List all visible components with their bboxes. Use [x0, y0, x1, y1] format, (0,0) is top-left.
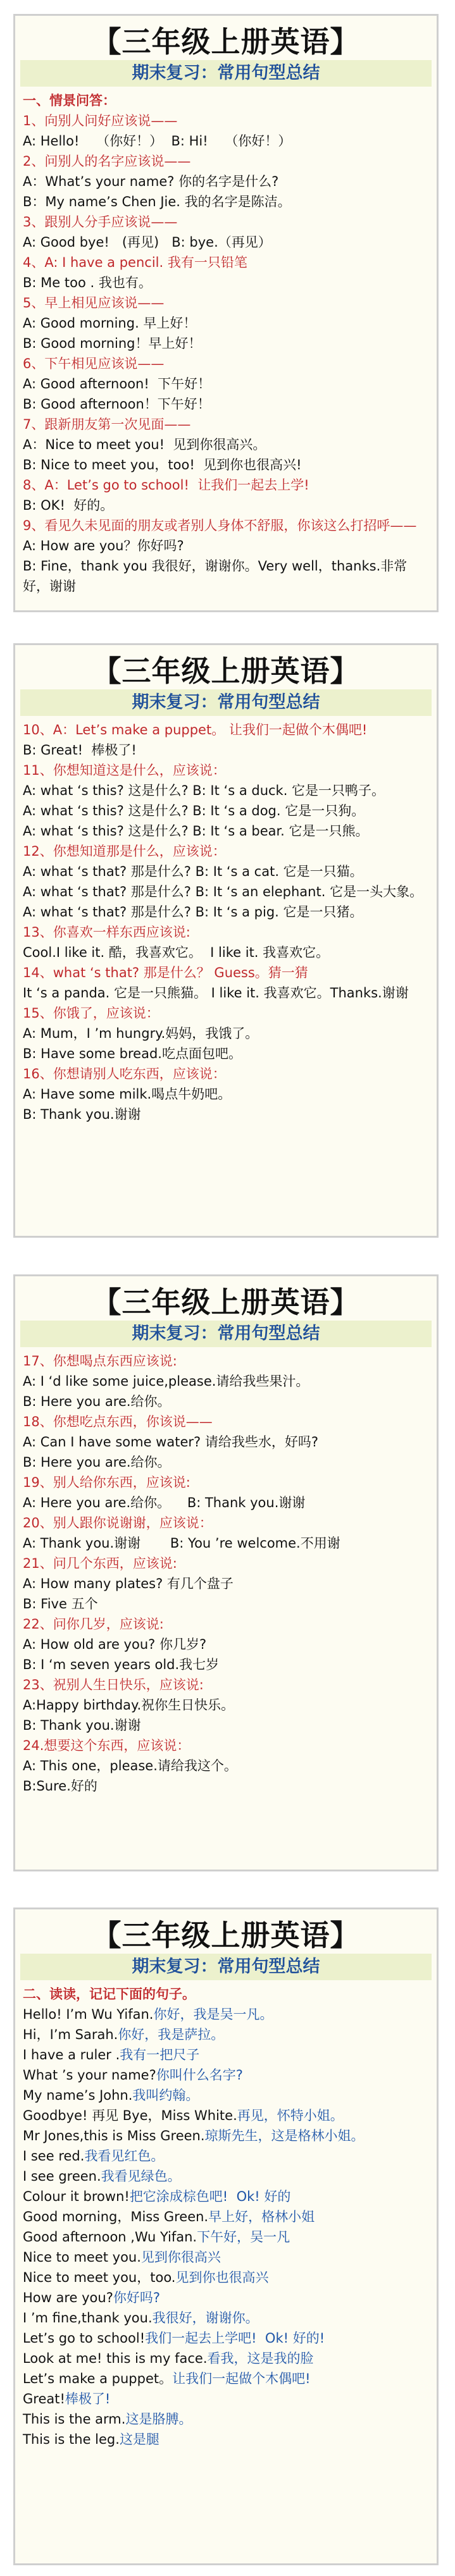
- sentence-line: [23, 2085, 430, 2105]
- dialogue-line: B: Thank you.谢谢: [23, 1718, 141, 1733]
- sentence-english: Hi，I’m Sarah.: [23, 2027, 118, 2042]
- sentence-english: Good afternoon ,Wu Yifan.: [23, 2229, 197, 2245]
- dialogue-line: A: what ‘s that? 那是什么? B: It ‘s a pig. 它是一只猪。: [23, 904, 363, 920]
- question-line: 11、你想知道这是什么，应该说：: [23, 763, 226, 778]
- dialogue-line: B：My name’s Chen Jie. 我的名字是陈洁。: [23, 194, 291, 209]
- card-2: [13, 643, 439, 1238]
- dialogue-line: B: Here you are.给你。: [23, 1394, 171, 1409]
- sentence-chinese: 把它涂成棕色吧! Ok! 好的: [129, 2189, 291, 2204]
- sentence-english: I see red.: [23, 2148, 85, 2164]
- sentence-english: Good morning，Miss Green.: [23, 2209, 209, 2224]
- dialogue-line: A: I ‘d like some juice,please.请给我些果汁。: [23, 1374, 309, 1389]
- dialogue-line: A: This one，please.请给我这个。: [23, 1758, 237, 1773]
- sentence-chinese: 我有一把尺子: [120, 2047, 200, 2062]
- question-line: 21、问几个东西，应该说:: [23, 1556, 177, 1571]
- sentence-english: Let’s make a puppet。: [23, 2371, 173, 2386]
- dialogue-line: A: what ‘s this? 这是什么? B: It ‘s a dog. 它是一只狗。: [23, 803, 365, 818]
- question-line: 19、别人给你东西，应该说:: [23, 1475, 190, 1490]
- question-line: 13、你喜欢一样东西应该说:: [23, 925, 190, 940]
- dialogue-line: A: How are you？你好吗?: [23, 538, 184, 553]
- question-line: 16、你想请别人吃东西，应该说：: [23, 1066, 226, 1082]
- question-line: 4、A: I have a pencil. 我有一只铅笔: [23, 255, 247, 270]
- dialogue-line: A: Hello! （你好！） B: Hi! （你好！）: [23, 133, 292, 149]
- sentence-line: [23, 2328, 430, 2348]
- question-line: 1、向别人问好应该说——: [23, 113, 178, 128]
- dialogue-line: A: what ‘s this? 这是什么? B: It ‘s a duck. 它是一只鸭子。: [23, 783, 385, 798]
- card-body: [15, 1980, 437, 2450]
- sentence-line: [23, 2308, 430, 2328]
- sentence-line: [23, 2267, 430, 2288]
- question-line: 5、早上相见应该说——: [23, 295, 165, 311]
- sentence-chinese: 见到你也很高兴: [175, 2270, 269, 2285]
- sentence-chinese: 我叫约翰。: [132, 2088, 199, 2103]
- card-body: [15, 87, 437, 596]
- sentence-line: [23, 2105, 430, 2126]
- sentence-english: Colour it brown!: [23, 2189, 130, 2204]
- question-line: 18、你想吃点东西，你该说——: [23, 1414, 213, 1429]
- sentence-chinese: 我看见红色。: [84, 2148, 165, 2164]
- card-4: [13, 1907, 439, 2565]
- sentence-english: What ’s your name?: [23, 2068, 156, 2083]
- question-line: 3、跟别人分手应该说——: [23, 214, 178, 230]
- sentence-english: Nice to meet you.: [23, 2250, 141, 2265]
- sentence-line: [23, 2247, 430, 2267]
- dialogue-line: B: Nice to meet you，too! 见到你也很高兴!: [23, 457, 302, 472]
- question-line: 2、问别人的名字应该说——: [23, 154, 191, 169]
- question-line: 12、你想知道那是什么，应该说：: [23, 844, 226, 859]
- dialogue-line: B: Thank you.谢谢: [23, 1107, 141, 1122]
- dialogue-line: A: Good bye! (再见) B: bye.（再见）: [23, 235, 271, 250]
- question-line: 7、跟新朋友第一次见面——: [23, 417, 191, 432]
- sentence-line: [23, 2369, 430, 2389]
- sentence-chinese: 琼斯先生，这是格林小姐。: [204, 2128, 365, 2143]
- dialogue-line: B: Good morning！早上好！: [23, 336, 202, 351]
- card-body: [15, 1347, 437, 1796]
- card-subtitle: 期末复习：常用句型总结: [20, 1954, 432, 1980]
- sentence-english: I see green.: [23, 2169, 101, 2184]
- question-line: 8、A：Let’s go to school! 让我们一起去上学!: [23, 478, 309, 493]
- dialogue-line: A:Happy birthday.祝你生日快乐。: [23, 1698, 235, 1713]
- sentence-line: [23, 2389, 430, 2409]
- dialogue-line: A: How many plates? 有几个盘子: [23, 1576, 234, 1591]
- sentence-english: This is the leg.: [23, 2432, 120, 2447]
- dialogue-line: A：Nice to meet you! 见到你很高兴。: [23, 437, 266, 452]
- card-3: [13, 1274, 439, 1871]
- sentence-line: [23, 2409, 430, 2429]
- card-1: [13, 14, 439, 612]
- dialogue-line: A: Have some milk.喝点牛奶吧。: [23, 1087, 232, 1102]
- dialogue-line: A: Here you are.给你。 B: Thank you.谢谢: [23, 1495, 306, 1510]
- sentence-line: [23, 2045, 430, 2065]
- sentence-chinese: 见到你很高兴: [140, 2250, 221, 2265]
- question-line: 15、你饿了，应该说：: [23, 1006, 159, 1021]
- dialogue-line: It ‘s a panda. 它是一只熊猫。 I like it. 我喜欢它。Thanks.谢谢: [23, 985, 409, 1001]
- question-line: 9、看见久未见面的朋友或者别人身体不舒服，你该这么打招呼——: [23, 518, 417, 533]
- card-title: 【三年级上册英语】: [92, 25, 360, 59]
- sentence-chinese: 棒极了!: [65, 2391, 111, 2407]
- sentence-chinese: 看我，这是我的脸: [207, 2351, 314, 2366]
- sentence-english: I ’m fine,thank you.: [23, 2310, 153, 2326]
- sentence-chinese: 再见，怀特小姐。: [237, 2108, 344, 2123]
- sentence-english: Let’s go to school!: [23, 2331, 146, 2346]
- dialogue-line: A: Can I have some water? 请给我些水，好吗?: [23, 1434, 318, 1450]
- sentence-line: [23, 2166, 430, 2186]
- dialogue-line: A: what ‘s that? 那是什么? B: It ‘s a cat. 它是一只猫。: [23, 864, 363, 879]
- sentence-chinese: 让我们一起做个木偶吧!: [172, 2371, 311, 2386]
- card-subtitle: 期末复习：常用句型总结: [20, 60, 432, 87]
- dialogue-line: B: Me too . 我也有。: [23, 275, 152, 290]
- question-line: 24.想要这个东西，应该说：: [23, 1738, 190, 1753]
- card-title: 【三年级上册英语】: [92, 1918, 360, 1952]
- dialogue-line: A: Good afternoon! 下午好！: [23, 376, 211, 391]
- sentence-chinese: 这是腿: [119, 2432, 159, 2447]
- sentence-chinese: 早上好，格林小姐: [208, 2209, 315, 2224]
- dialogue-line: B:Sure.好的: [23, 1778, 97, 1794]
- dialogue-line: A: How old are you? 你几岁?: [23, 1637, 207, 1652]
- dialogue-line: Cool.I like it. 酷，我喜欢它。 I like it. 我喜欢它。: [23, 945, 330, 960]
- dialogue-line: A：What’s your name? 你的名字是什么?: [23, 174, 279, 189]
- sentence-line: [23, 2288, 430, 2308]
- sentence-english: Nice to meet you，too.: [23, 2270, 176, 2285]
- dialogue-line: B: Good afternoon！下午好！: [23, 397, 211, 412]
- card-body: [15, 716, 437, 1125]
- dialogue-line: A: Thank you.谢谢 B: You ’re welcome.不用谢: [23, 1536, 340, 1551]
- sentence-english: My name’s John.: [23, 2088, 133, 2103]
- question-line: 20、别人跟你说谢谢，应该说：: [23, 1515, 213, 1531]
- sentence-english: Mr Jones,this is Miss Green.: [23, 2128, 205, 2143]
- dialogue-line: A: what ‘s that? 那是什么? B: It ‘s an elephant. 它是一头大象。: [23, 884, 423, 899]
- question-line: 10、A：Let’s make a puppet。 让我们一起做个木偶吧!: [23, 722, 368, 737]
- sentence-chinese: 你好吗?: [113, 2290, 161, 2305]
- dialogue-line: B: Fine，thank you 我很好，谢谢你。Very well，thanks.非常好，谢谢: [23, 558, 408, 594]
- sentence-line: [23, 2004, 430, 2024]
- sentence-chinese: 你叫什么名字?: [156, 2068, 243, 2083]
- card-title: 【三年级上册英语】: [92, 1285, 360, 1319]
- sentence-chinese: 我们一起去上学吧! Ok! 好的!: [145, 2331, 325, 2346]
- question-line: 6、下午相见应该说——: [23, 356, 165, 371]
- dialogue-line: A: Mum，I ’m hungry.妈妈，我饿了。: [23, 1026, 259, 1041]
- dialogue-line: B: I ‘m seven years old.我七岁: [23, 1657, 220, 1672]
- sentence-chinese: 这是胳膊。: [125, 2412, 192, 2427]
- sentence-english: Hello! I’m Wu Yifan.: [23, 2007, 154, 2022]
- sentence-line: [23, 2186, 430, 2207]
- sentence-chinese: 我看见绿色。: [101, 2169, 181, 2184]
- section-heading: 一、情景问答：: [23, 93, 116, 108]
- sentence-english: I have a ruler .: [23, 2047, 120, 2062]
- sentence-line: [23, 2429, 430, 2450]
- card-title: 【三年级上册英语】: [92, 654, 360, 688]
- sentence-line: [23, 2348, 430, 2369]
- sentence-english: Great!: [23, 2391, 65, 2407]
- sentence-english: Goodbye! 再见 Bye，Miss White.: [23, 2108, 237, 2123]
- sentence-chinese: 你好，我是吴一凡。: [153, 2007, 273, 2022]
- dialogue-line: A: what ‘s this? 这是什么? B: It ‘s a bear. 它是一只熊。: [23, 823, 369, 839]
- sentence-line: [23, 2227, 430, 2247]
- sentence-line: [23, 2024, 430, 2045]
- dialogue-line: A: Good morning. 早上好！: [23, 316, 197, 331]
- sentence-chinese: 你好，我是萨拉。: [118, 2027, 225, 2042]
- dialogue-line: B: OK! 好的。: [23, 498, 114, 513]
- sentence-english: Look at me! this is my face.: [23, 2351, 208, 2366]
- question-line: 23、祝别人生日快乐，应该说:: [23, 1677, 204, 1692]
- sentence-line: [23, 2065, 430, 2085]
- dialogue-line: B: Five 五个: [23, 1596, 98, 1612]
- card-subtitle: 期末复习：常用句型总结: [20, 1321, 432, 1347]
- section-heading: 二、读读，记记下面的句子。: [23, 1987, 196, 2002]
- dialogue-line: B: Here you are.给你。: [23, 1455, 171, 1470]
- sentence-english: This is the arm.: [23, 2412, 126, 2427]
- sentence-chinese: 我很好，谢谢你。: [152, 2310, 259, 2326]
- sentence-line: [23, 2207, 430, 2227]
- dialogue-line: B: Have some bread.吃点面包吧。: [23, 1046, 242, 1061]
- sentence-line: [23, 2146, 430, 2166]
- sentence-line: [23, 2126, 430, 2146]
- question-line: 14、what ‘s that? 那是什么？ Guess。猜一猜: [23, 965, 308, 980]
- card-subtitle: 期末复习：常用句型总结: [20, 689, 432, 716]
- sentence-chinese: 下午好，吴一凡: [197, 2229, 290, 2245]
- sentence-english: How are you?: [23, 2290, 113, 2305]
- dialogue-line: B: Great! 棒极了!: [23, 743, 137, 758]
- question-line: 22、问你几岁，应该说:: [23, 1617, 164, 1632]
- question-line: 17、你想喝点东西应该说:: [23, 1353, 177, 1369]
